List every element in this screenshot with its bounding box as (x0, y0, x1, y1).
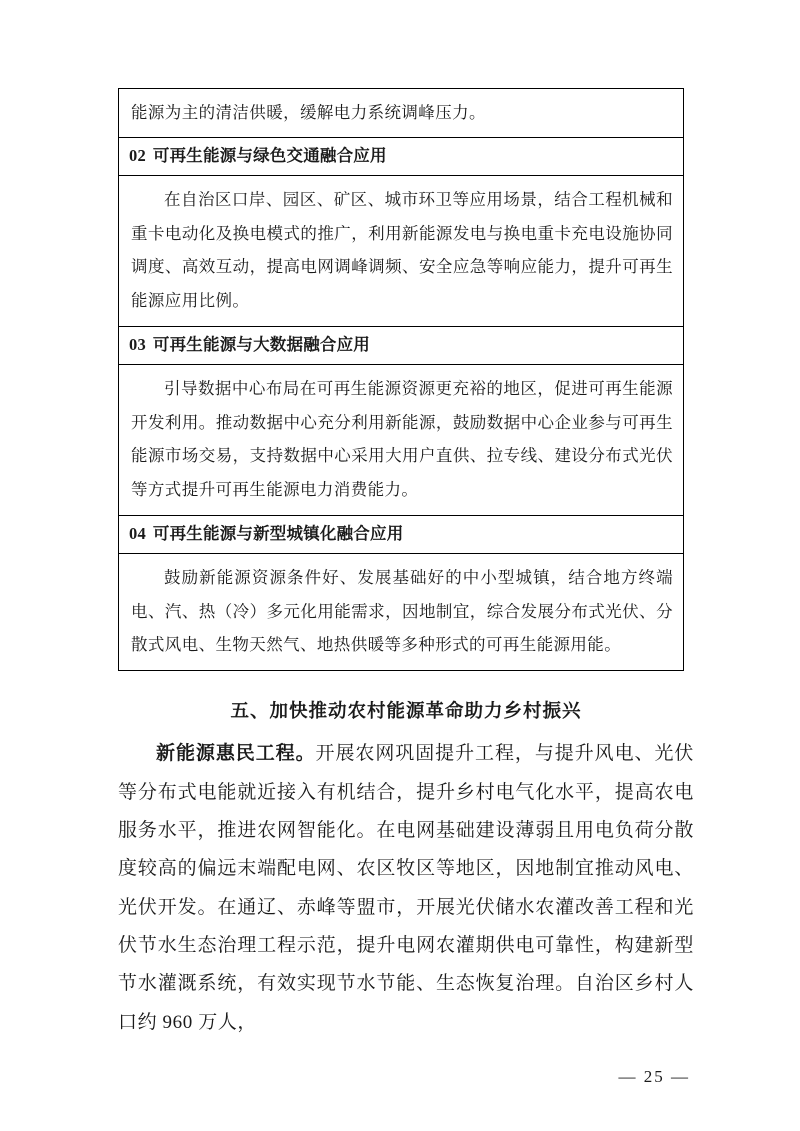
row-title: 可再生能源与绿色交通融合应用 (152, 146, 387, 165)
row-header-03 (129, 333, 673, 358)
section-paragraph (118, 735, 694, 1042)
row-title: 可再生能源与大数据融合应用 (152, 335, 371, 354)
table-row (119, 327, 684, 365)
row-number: 03 (129, 335, 146, 354)
row-header-02 (129, 144, 673, 169)
policy-table (118, 88, 684, 671)
row-body-02: 在自治区口岸、园区、矿区、城市环卫等应用场景，结合工程机械和重卡电动化及换电模式的推广，利用新能源发电与换电重卡充电设施协同调度、高效互动，提高电网调峰调频、安全应急等响应能力，提升可再生能源应用比例。 (131, 189, 673, 311)
row-body-04: 鼓励新能源资源条件好、发展基础好的中小型城镇，结合地方终端电、汽、热（冷）多元化用能需求，因地制宜，综合发展分布式光伏、分散式风电、生物天然气、地热供暖等多种形式的可再生能源用能。 (131, 567, 673, 655)
row-title: 可再生能源与新型城镇化融合应用 (152, 524, 404, 543)
section-heading: 五、加快推动农村能源革命助力乡村振兴 (230, 702, 582, 723)
paragraph-lead: 新能源惠民工程。 (156, 743, 316, 765)
table-row (119, 89, 684, 138)
table-row (119, 516, 684, 554)
paragraph-rest: 开展农网巩固提升工程，与提升风电、光伏等分布式电能就近接入有机结合，提升乡村电气化水平，提高农电服务水平，推进农网智能化。在电网基础建设薄弱且用电负荷分散度较高的偏远末端配电网、农区牧区等地区，因地制宜推动风电、光伏开发。在通辽、赤峰等盟市，开展光伏储水农灌改善工程和光伏节水生态治理工程示范，提升电网农灌期供电可靠性，构建新型节水灌溉系统，有效实现节水节能、生态恢复治理。自治区乡村人口约 960 万人， (118, 743, 694, 1033)
row-number: 04 (129, 524, 146, 543)
row-number: 02 (129, 146, 146, 165)
row-body-03: 引导数据中心布局在可再生能源资源更充裕的地区，促进可再生能源开发利用。推动数据中心充分利用新能源，鼓励数据中心企业参与可再生能源市场交易，支持数据中心采用大用户直供、拉专线、建设分布式光伏等方式提升可再生能源电力消费能力。 (131, 378, 673, 500)
table-row (119, 175, 684, 326)
page-number: — 25 — (618, 1067, 690, 1086)
continuation-text: 能源为主的清洁供暖，缓解电力系统调峰压力。 (131, 103, 486, 122)
table-row (119, 364, 684, 515)
row-header-04 (129, 522, 673, 547)
table-row (119, 138, 684, 176)
table-row (119, 553, 684, 670)
